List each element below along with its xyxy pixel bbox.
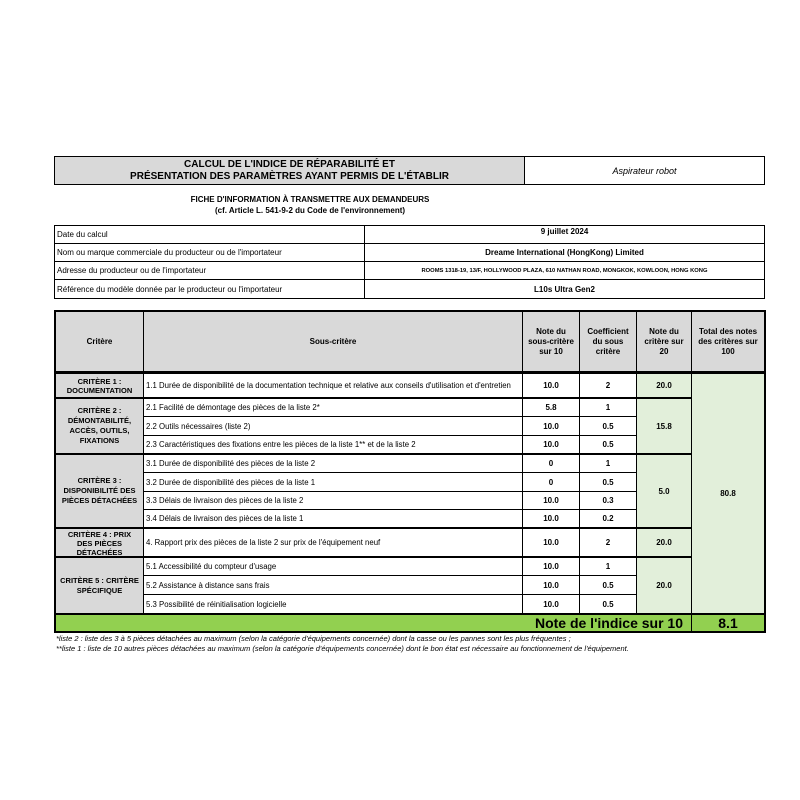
coef-2-2: 0.5 bbox=[579, 416, 637, 436]
score-critere-5: 20.0 bbox=[636, 557, 692, 614]
info-label-name: Nom ou marque commerciale du producteur ou de l'importateur bbox=[54, 243, 365, 262]
header-coefficient: Coefficient du sous critère bbox=[579, 310, 637, 373]
critere-1: CRITÈRE 1 : DOCUMENTATION bbox=[54, 373, 144, 399]
coef-3-1: 1 bbox=[579, 454, 637, 473]
note-1-1: 10.0 bbox=[522, 373, 580, 399]
sous-critere-1-1: 1.1 Durée de disponibilité de la documentation technique et relative aux conseils d'utilisation et d'entretien bbox=[143, 373, 523, 399]
sous-critere-4: 4. Rapport prix des pièces de la liste 2 sur prix de l'équipement neuf bbox=[143, 528, 523, 558]
info-label-address: Adresse du producteur ou de l'importateur bbox=[54, 261, 365, 280]
note-5-3: 10.0 bbox=[522, 594, 580, 614]
product-type: Aspirateur robot bbox=[524, 156, 765, 185]
coef-4: 2 bbox=[579, 528, 637, 558]
sous-critere-5-1: 5.1 Accessibilité du compteur d'usage bbox=[143, 557, 523, 576]
sous-critere-2-1: 2.1 Facilité de démontage des pièces de la liste 2* bbox=[143, 398, 523, 417]
critere-4: CRITÈRE 4 : PRIX DES PIÈCES DÉTACHÉES bbox=[54, 528, 144, 558]
note-5-2: 10.0 bbox=[522, 575, 580, 595]
header-total: Total des notes des critères sur 100 bbox=[691, 310, 766, 373]
sheet-title-line2: PRÉSENTATION DES PARAMÈTRES AYANT PERMIS DE L'ÉTABLIR bbox=[130, 170, 449, 182]
coef-5-1: 1 bbox=[579, 557, 637, 576]
info-value-name: Dreame International (HongKong) Limited bbox=[364, 243, 765, 262]
coef-1-1: 2 bbox=[579, 373, 637, 399]
header-note-sous-critere: Note du sous-critère sur 10 bbox=[522, 310, 580, 373]
sheet-title bbox=[54, 156, 525, 185]
coef-2-3: 0.5 bbox=[579, 435, 637, 455]
note-2-1: 5.8 bbox=[522, 398, 580, 417]
note-3-2: 0 bbox=[522, 472, 580, 492]
coef-3-2: 0.5 bbox=[579, 472, 637, 492]
critere-3: CRITÈRE 3 : DISPONIBILITÉ DES PIÈCES DÉTACHÉES bbox=[54, 454, 144, 529]
sous-critere-5-3: 5.3 Possibilité de réinitialisation logicielle bbox=[143, 594, 523, 614]
coef-5-2: 0.5 bbox=[579, 575, 637, 595]
sous-critere-3-3: 3.3 Délais de livraison des pièces de la liste 2 bbox=[143, 491, 523, 510]
sheet-title-line1: CALCUL DE L'INDICE DE RÉPARABILITÉ ET bbox=[184, 158, 395, 170]
note-2-2: 10.0 bbox=[522, 416, 580, 436]
note-4: 10.0 bbox=[522, 528, 580, 558]
coef-3-3: 0.3 bbox=[579, 491, 637, 510]
subheader-line1: FICHE D'INFORMATION À TRANSMETTRE AUX DEMANDEURS bbox=[190, 195, 430, 204]
score-critere-2: 15.8 bbox=[636, 398, 692, 455]
sous-critere-5-2: 5.2 Assistance à distance sans frais bbox=[143, 575, 523, 595]
sous-critere-3-1: 3.1 Durée de disponibilité des pièces de la liste 2 bbox=[143, 454, 523, 473]
index-label: Note de l'indice sur 10 bbox=[54, 613, 692, 633]
sous-critere-3-2: 3.2 Durée de disponibilité des pièces de la liste 1 bbox=[143, 472, 523, 492]
total-score: 80.8 bbox=[691, 373, 766, 614]
note-3-4: 10.0 bbox=[522, 509, 580, 529]
subheader-line2: (cf. Article L. 541-9-2 du Code de l'environnement) bbox=[214, 206, 406, 215]
subheader bbox=[160, 194, 460, 216]
critere-2: CRITÈRE 2 : DÉMONTABILITÉ, ACCÈS, OUTILS, FIXATIONS bbox=[54, 398, 144, 455]
info-label-date: Date du calcul bbox=[54, 225, 365, 244]
score-critere-4: 20.0 bbox=[636, 528, 692, 558]
header-sous-critere: Sous-critère bbox=[143, 310, 523, 373]
info-label-reference: Référence du modèle donnée par le producteur ou l'importateur bbox=[54, 279, 365, 299]
footnote-liste-2: *liste 2 : liste des 3 à 5 pièces détachées au maximum (selon la catégorie d'équipements concernée) dont la casse ou les pannes sont les plus fréquentes ; bbox=[56, 634, 571, 643]
note-3-1: 0 bbox=[522, 454, 580, 473]
header-note-critere: Note du critère sur 20 bbox=[636, 310, 692, 373]
footnotes bbox=[56, 634, 786, 654]
coef-2-1: 1 bbox=[579, 398, 637, 417]
info-value-reference: L10s Ultra Gen2 bbox=[364, 279, 765, 299]
coef-3-4: 0.2 bbox=[579, 509, 637, 529]
info-value-address: ROOMS 1318-19, 13/F, HOLLYWOOD PLAZA, 610 NATHAN ROAD, MONGKOK, KOWLOON, HONG KONG bbox=[364, 261, 765, 280]
header-critere: Critère bbox=[54, 310, 144, 373]
critere-5: CRITÈRE 5 : CRITÈRE SPÉCIFIQUE bbox=[54, 557, 144, 614]
footnote-liste-1: **liste 1 : liste de 10 autres pièces détachées au maximum (selon la catégorie d'équipements concernée) dont le bon état est nécessaire au fonctionnement de l'équipement. bbox=[56, 644, 629, 653]
sous-critere-2-2: 2.2 Outils nécessaires (liste 2) bbox=[143, 416, 523, 436]
score-critere-1: 20.0 bbox=[636, 373, 692, 399]
sous-critere-2-3: 2.3 Caractéristiques des fixations entre les pièces de la liste 1** et de la liste 2 bbox=[143, 435, 523, 455]
sous-critere-3-4: 3.4 Délais de livraison des pièces de la liste 1 bbox=[143, 509, 523, 529]
note-3-3: 10.0 bbox=[522, 491, 580, 510]
index-value: 8.1 bbox=[691, 613, 766, 633]
info-value-date: 9 juillet 2024 bbox=[364, 225, 765, 244]
coef-5-3: 0.5 bbox=[579, 594, 637, 614]
score-critere-3: 5.0 bbox=[636, 454, 692, 529]
note-2-3: 10.0 bbox=[522, 435, 580, 455]
note-5-1: 10.0 bbox=[522, 557, 580, 576]
